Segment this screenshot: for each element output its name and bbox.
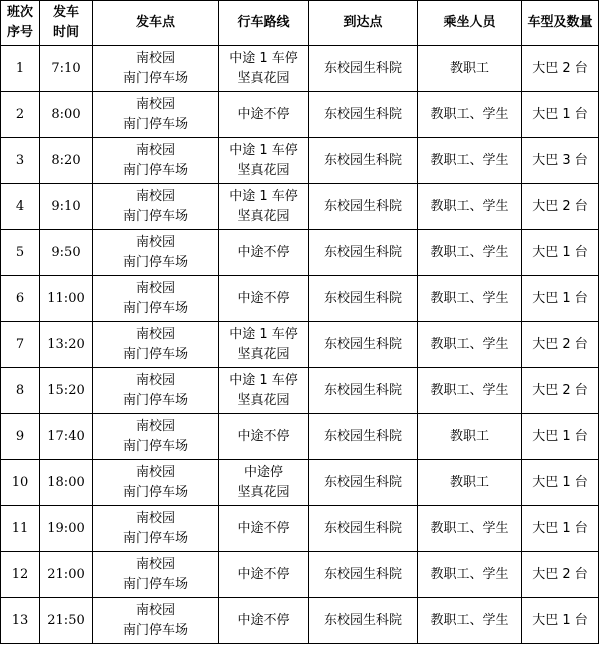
passengers-cell: 教职工、学生: [418, 322, 522, 368]
route-cell-line: 中途 1 车停: [229, 372, 298, 388]
header-departure-time: [40, 1, 93, 46]
vehicles-cell: 大巴 2 台: [522, 46, 599, 92]
route-cell-line: 中途 1 车停: [229, 50, 298, 66]
departure-point-cell-line: 南门停车场: [122, 530, 188, 546]
table-row: [1, 276, 599, 322]
route-cell-line: 中途不停: [237, 106, 290, 122]
route-cell-line: 坚真花园: [237, 484, 290, 500]
departure-point-cell-line: 南校园: [135, 510, 175, 526]
arrival-point-cell: 东校园生科院: [309, 368, 418, 414]
schedule-body: [1, 46, 599, 644]
departure-point-cell: [93, 138, 219, 184]
departure-point-cell-line: 南门停车场: [122, 392, 188, 408]
passengers-cell: 教职工、学生: [418, 92, 522, 138]
header-shift-number: [1, 1, 40, 46]
route-cell: [219, 552, 309, 598]
departure-point-cell-line: 南校园: [135, 464, 175, 480]
route-cell: [219, 230, 309, 276]
departure-time-cell: 15:20: [40, 368, 93, 414]
route-cell-line: 坚真花园: [237, 208, 290, 224]
table-row: [1, 552, 599, 598]
arrival-point-cell: 东校园生科院: [309, 276, 418, 322]
route-cell: [219, 322, 309, 368]
route-cell: [219, 460, 309, 506]
shift-number-cell: 2: [1, 92, 40, 138]
shift-number-cell: 10: [1, 460, 40, 506]
route-cell-line: 中途不停: [237, 520, 290, 536]
route-cell-line: 中途不停: [237, 566, 290, 582]
route-cell: [219, 276, 309, 322]
route-cell-line: 坚真花园: [237, 162, 290, 178]
departure-point-cell-line: 南门停车场: [122, 116, 188, 132]
passengers-cell: 教职工、学生: [418, 138, 522, 184]
departure-point-cell-line: 南校园: [135, 142, 175, 158]
shift-number-cell: 4: [1, 184, 40, 230]
shift-number-cell: 1: [1, 46, 40, 92]
table-row: [1, 368, 599, 414]
table-row: [1, 92, 599, 138]
table-row: [1, 460, 599, 506]
departure-point-cell-line: 南校园: [135, 418, 175, 434]
departure-time-cell: 18:00: [40, 460, 93, 506]
passengers-cell: 教职工、学生: [418, 552, 522, 598]
header-departure-point: 发车点: [93, 1, 219, 46]
departure-point-cell-line: 南门停车场: [122, 622, 188, 638]
passengers-cell: 教职工、学生: [418, 368, 522, 414]
table-row: [1, 138, 599, 184]
passengers-cell: 教职工、学生: [418, 184, 522, 230]
departure-point-cell-line: 南门停车场: [122, 346, 188, 362]
arrival-point-cell: 东校园生科院: [309, 184, 418, 230]
shift-number-cell: 11: [1, 506, 40, 552]
shift-number-cell: 5: [1, 230, 40, 276]
departure-point-cell-line: 南校园: [135, 50, 175, 66]
departure-point-cell-line: 南门停车场: [122, 438, 188, 454]
departure-point-cell-line: 南门停车场: [122, 484, 188, 500]
shift-number-cell: 9: [1, 414, 40, 460]
route-cell-line: 中途不停: [237, 244, 290, 260]
route-cell: [219, 368, 309, 414]
route-cell-line: 中途 1 车停: [229, 142, 298, 158]
route-cell-line: 中途 1 车停: [229, 188, 298, 204]
header-row: [1, 1, 599, 46]
arrival-point-cell: 东校园生科院: [309, 460, 418, 506]
departure-point-cell: [93, 276, 219, 322]
vehicles-cell: 大巴 2 台: [522, 552, 599, 598]
table-row: [1, 506, 599, 552]
header-passengers: 乘坐人员: [418, 1, 522, 46]
route-cell-line: 中途不停: [237, 290, 290, 306]
departure-point-cell: [93, 184, 219, 230]
header-departure-time-line1: 发车: [52, 5, 79, 20]
arrival-point-cell: 东校园生科院: [309, 138, 418, 184]
departure-time-cell: 21:00: [40, 552, 93, 598]
passengers-cell: 教职工、学生: [418, 230, 522, 276]
departure-time-cell: 9:10: [40, 184, 93, 230]
departure-time-cell: 21:50: [40, 598, 93, 644]
vehicles-cell: 大巴 1 台: [522, 230, 599, 276]
arrival-point-cell: 东校园生科院: [309, 414, 418, 460]
departure-time-cell: 7:10: [40, 46, 93, 92]
route-cell: [219, 138, 309, 184]
route-cell-line: 中途停: [243, 464, 283, 480]
passengers-cell: 教职工、学生: [418, 506, 522, 552]
departure-point-cell-line: 南校园: [135, 372, 175, 388]
departure-point-cell: [93, 322, 219, 368]
departure-time-cell: 11:00: [40, 276, 93, 322]
departure-time-cell: 13:20: [40, 322, 93, 368]
shift-number-cell: 7: [1, 322, 40, 368]
header-arrival-point: 到达点: [309, 1, 418, 46]
departure-point-cell-line: 南校园: [135, 188, 175, 204]
vehicles-cell: 大巴 1 台: [522, 506, 599, 552]
table-row: [1, 230, 599, 276]
vehicles-cell: 大巴 1 台: [522, 414, 599, 460]
departure-time-cell: 8:20: [40, 138, 93, 184]
departure-point-cell: [93, 92, 219, 138]
vehicles-cell: 大巴 2 台: [522, 322, 599, 368]
departure-point-cell-line: 南校园: [135, 234, 175, 250]
header-route: 行车路线: [219, 1, 309, 46]
departure-point-cell: [93, 368, 219, 414]
vehicles-cell: 大巴 3 台: [522, 138, 599, 184]
route-cell: [219, 184, 309, 230]
passengers-cell: 教职工: [418, 414, 522, 460]
departure-time-cell: 17:40: [40, 414, 93, 460]
departure-point-cell-line: 南门停车场: [122, 300, 188, 316]
route-cell: [219, 414, 309, 460]
route-cell-line: 坚真花园: [237, 346, 290, 362]
shift-number-cell: 12: [1, 552, 40, 598]
arrival-point-cell: 东校园生科院: [309, 46, 418, 92]
passengers-cell: 教职工、学生: [418, 598, 522, 644]
departure-point-cell: [93, 46, 219, 92]
departure-point-cell: [93, 598, 219, 644]
departure-point-cell: [93, 414, 219, 460]
departure-point-cell: [93, 460, 219, 506]
passengers-cell: 教职工、学生: [418, 276, 522, 322]
departure-point-cell-line: 南校园: [135, 556, 175, 572]
vehicles-cell: 大巴 1 台: [522, 598, 599, 644]
header-shift-number-line2: 序号: [6, 25, 33, 40]
table-row: [1, 322, 599, 368]
header-vehicles: 车型及数量: [522, 1, 599, 46]
departure-point-cell-line: 南校园: [135, 602, 175, 618]
route-cell: [219, 92, 309, 138]
departure-point-cell-line: 南校园: [135, 326, 175, 342]
vehicles-cell: 大巴 1 台: [522, 92, 599, 138]
arrival-point-cell: 东校园生科院: [309, 506, 418, 552]
arrival-point-cell: 东校园生科院: [309, 322, 418, 368]
arrival-point-cell: 东校园生科院: [309, 552, 418, 598]
table-row: [1, 414, 599, 460]
departure-point-cell: [93, 506, 219, 552]
route-cell: [219, 46, 309, 92]
route-cell-line: 坚真花园: [237, 392, 290, 408]
arrival-point-cell: 东校园生科院: [309, 92, 418, 138]
vehicles-cell: 大巴 2 台: [522, 184, 599, 230]
shift-number-cell: 13: [1, 598, 40, 644]
route-cell-line: 中途不停: [237, 428, 290, 444]
header-departure-time-line2: 时间: [52, 25, 79, 40]
departure-point-cell-line: 南门停车场: [122, 208, 188, 224]
passengers-cell: 教职工: [418, 460, 522, 506]
route-cell: [219, 506, 309, 552]
passengers-cell: 教职工: [418, 46, 522, 92]
table-row: [1, 46, 599, 92]
route-cell: [219, 598, 309, 644]
shift-number-cell: 8: [1, 368, 40, 414]
table-row: [1, 598, 599, 644]
departure-point-cell: [93, 230, 219, 276]
arrival-point-cell: 东校园生科院: [309, 598, 418, 644]
departure-point-cell-line: 南门停车场: [122, 162, 188, 178]
arrival-point-cell: 东校园生科院: [309, 230, 418, 276]
departure-time-cell: 8:00: [40, 92, 93, 138]
vehicles-cell: 大巴 1 台: [522, 276, 599, 322]
table-row: [1, 184, 599, 230]
departure-point-cell-line: 南门停车场: [122, 70, 188, 86]
shift-number-cell: 3: [1, 138, 40, 184]
route-cell-line: 坚真花园: [237, 70, 290, 86]
route-cell-line: 中途不停: [237, 612, 290, 628]
departure-point-cell-line: 南校园: [135, 96, 175, 112]
shift-number-cell: 6: [1, 276, 40, 322]
vehicles-cell: 大巴 2 台: [522, 368, 599, 414]
departure-time-cell: 19:00: [40, 506, 93, 552]
departure-point-cell-line: 南门停车场: [122, 254, 188, 270]
departure-point-cell-line: 南门停车场: [122, 576, 188, 592]
departure-time-cell: 9:50: [40, 230, 93, 276]
departure-point-cell-line: 南校园: [135, 280, 175, 296]
vehicles-cell: 大巴 1 台: [522, 460, 599, 506]
route-cell-line: 中途 1 车停: [229, 326, 298, 342]
departure-point-cell: [93, 552, 219, 598]
header-shift-number-line1: 班次: [6, 5, 33, 20]
